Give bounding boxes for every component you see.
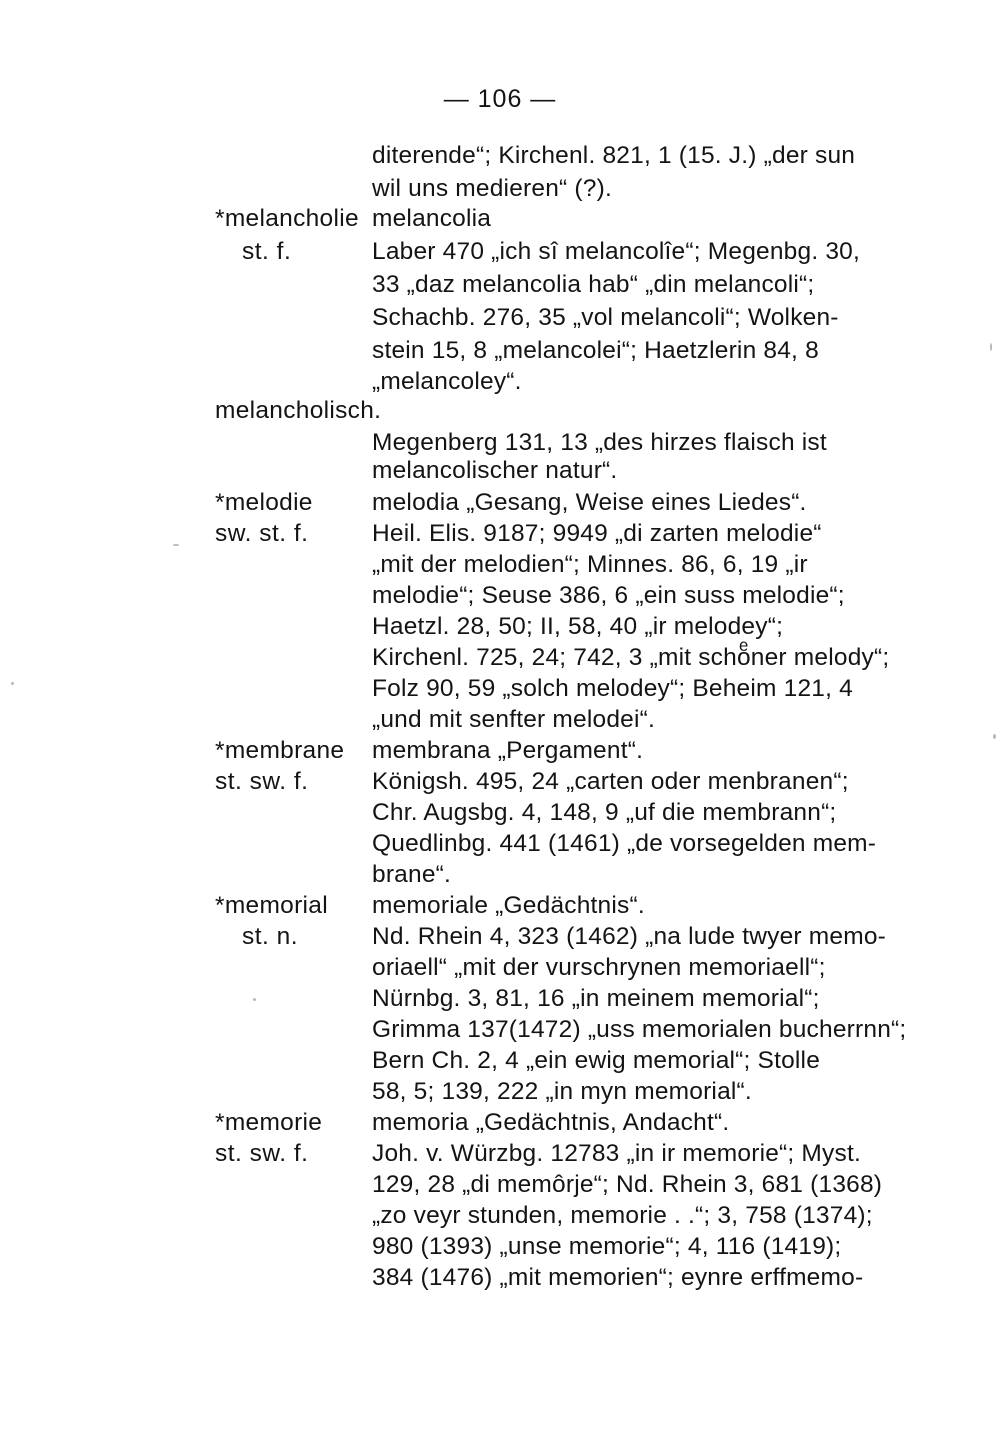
lemma-headword: *melodie (215, 489, 313, 516)
grammar-label: st. n. (242, 923, 299, 950)
grammar-label: sw. st. f. (215, 520, 309, 547)
entry-line: Bern Ch. 2, 4 „ein ewig memorial“; Stolle (372, 1047, 821, 1074)
entry-line: melodie“; Seuse 386, 6 „ein suss melodie“; (372, 582, 845, 609)
entry-line: Chr. Augsbg. 4, 148, 9 „uf die membrann“; (372, 799, 837, 826)
entry-line: Nürnbg. 3, 81, 16 „in meinem memorial“; (372, 985, 820, 1012)
scan-speck (11, 682, 14, 685)
entry-line: Schachb. 276, 35 „vol melancoli“; Wolken- (372, 304, 839, 331)
entry-line: Folz 90, 59 „solch melodey“; Beheim 121, 4 (372, 675, 853, 702)
entry-line: „zo veyr stunden, memorie . .“; 3, 758 (1374); (372, 1202, 873, 1229)
entry-line: Megenberg 131, 13 „des hirzes flaisch ist (372, 429, 827, 456)
entry-line: memoria „Gedächtnis, Andacht“. (372, 1109, 730, 1136)
lemma-headword: *memorial (215, 892, 328, 919)
entry-line: Laber 470 „ich sî melancolîe“; Megenbg. 30, (372, 238, 860, 265)
lemma-headword: melancholisch. (215, 397, 382, 424)
scan-speck (990, 343, 992, 351)
grammar-label: st. sw. f. (215, 768, 309, 795)
grammar-label: st. f. (242, 238, 292, 265)
entry-line: wil uns medieren“ (?). (372, 175, 612, 202)
entry-line: melancolischer natur“. (372, 457, 618, 484)
scan-speck (173, 544, 179, 546)
entry-line: Grimma 137(1472) „uss memorialen bucherrnn“; (372, 1016, 907, 1043)
scan-speck (253, 998, 256, 1001)
entry-line: melancolia (372, 205, 492, 232)
entry-line: 33 „daz melancolia hab“ „din melancoli“; (372, 271, 815, 298)
entry-line: Quedlinbg. 441 (1461) „de vorsegelden mem- (372, 830, 877, 857)
scan-speck (993, 734, 996, 739)
entry-line: Königsh. 495, 24 „carten oder menbranen“; (372, 768, 849, 795)
entry-line: „melancoley“. (372, 368, 522, 395)
entry-line: Joh. v. Würzbg. 12783 „in ir memorie“; Myst. (372, 1140, 861, 1167)
entry-line: 58, 5; 139, 222 „in myn memorial“. (372, 1078, 752, 1105)
entry-line: Haetzl. 28, 50; II, 58, 40 „ir melodey“; (372, 613, 784, 640)
entry-line: Nd. Rhein 4, 323 (1462) „na lude twyer memo- (372, 923, 887, 950)
lemma-headword: *melancholie (215, 205, 359, 232)
entry-line: 980 (1393) „unse memorie“; 4, 116 (1419); (372, 1233, 842, 1260)
entry-line: membrana „Pergament“. (372, 737, 644, 764)
entry-line: stein 15, 8 „melancolei“; Haetzlerin 84, 8 (372, 337, 819, 364)
lemma-headword: *memorie (215, 1109, 323, 1136)
grammar-label: st. sw. f. (215, 1140, 309, 1167)
entry-line: memoriale „Gedächtnis“. (372, 892, 645, 919)
entry-line: Kirchenl. 725, 24; 742, 3 „mit schoͤner melody“; (372, 644, 890, 671)
entry-line: oriaell“ „mit der vurschrynen memoriaell“; (372, 954, 826, 981)
entry-line: brane“. (372, 861, 452, 888)
entry-line: melodia „Gesang, Weise eines Liedes“. (372, 489, 807, 516)
lemma-headword: *membrane (215, 737, 345, 764)
entry-line: „und mit senfter melodei“. (372, 706, 655, 733)
entry-line: 384 (1476) „mit memorien“; eynre erffmemo- (372, 1264, 864, 1291)
page-number: — 106 — (443, 85, 557, 113)
entry-line: diterende“; Kirchenl. 821, 1 (15. J.) „der sun (372, 142, 856, 169)
entry-line: „mit der melodien“; Minnes. 86, 6, 19 „ir (372, 551, 808, 578)
entry-line: Heil. Elis. 9187; 9949 „di zarten melodie“ (372, 520, 822, 547)
entry-line: 129, 28 „di memôrje“; Nd. Rhein 3, 681 (1368) (372, 1171, 883, 1198)
